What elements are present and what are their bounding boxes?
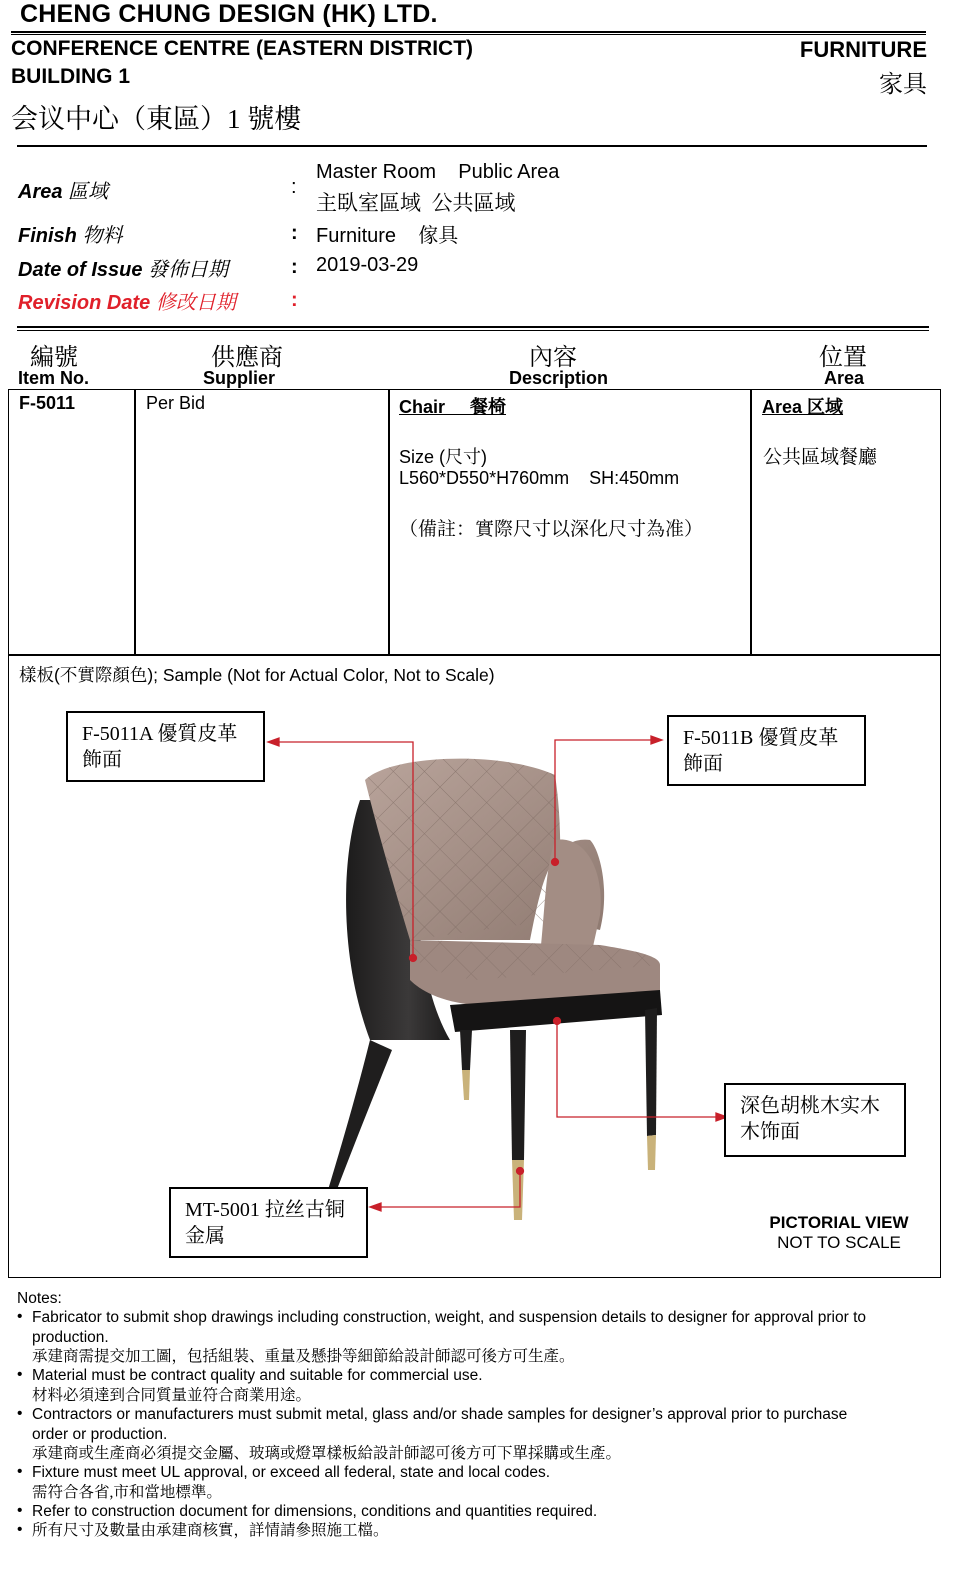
item-number: F-5011 (19, 393, 76, 413)
revision-colon: : (291, 289, 298, 311)
category-title-cn: 家具 (879, 72, 927, 98)
description-title: Chair 餐椅 (399, 397, 507, 417)
callout-walnut-wood (724, 1083, 906, 1157)
pictorial-view-label: PICTORIAL VIEW (769, 1213, 909, 1232)
note-6: 所有尺寸及數量由承建商核實，詳情請參照施工檔。 (32, 1522, 389, 1539)
header-item-no: Item No. (18, 368, 90, 388)
header-description: Description (509, 368, 609, 388)
note-2-cn: 材料必須達到合同質量並符合商業用途。 (32, 1386, 312, 1404)
callout-leather-b (667, 715, 866, 786)
callout-bronze-metal-line1: MT-5001 拉丝古铜 (185, 1199, 345, 1221)
note-1-en-cont: production. (32, 1328, 109, 1346)
callout-leather-b-line1: F-5011B 優質皮革 (683, 727, 839, 749)
callout-bronze-metal (169, 1187, 368, 1258)
note-2 (32, 1366, 922, 1405)
not-to-scale-label: NOT TO SCALE (777, 1233, 901, 1252)
note-1-cn: 承建商需提交加工圖，包括組裝、重量及懸掛等細節給設計師認可後方可生產。 (32, 1348, 575, 1365)
supplier-value: Per Bid (146, 393, 206, 413)
note-3 (32, 1405, 922, 1464)
category-title: FURNITURE (799, 37, 927, 62)
note-bullet-2: • (17, 1366, 23, 1383)
header-area: Area (824, 368, 865, 388)
finish-value: Furniture 傢具 (316, 225, 459, 247)
note-2-en: Material must be contract quality and suitable for commercial use. (32, 1367, 483, 1384)
project-title-line2: BUILDING 1 (11, 65, 131, 88)
project-title-line1: CONFERENCE CENTRE (EASTERN DISTRICT) (11, 37, 474, 60)
note-bullet-6: • (17, 1521, 23, 1538)
issue-label: Date of Issue 發佈日期 (18, 259, 229, 281)
note-1 (32, 1308, 922, 1367)
note-3-en-cont: order or production. (32, 1425, 168, 1443)
header-supplier-cn: 供應商 (211, 345, 283, 371)
finish-colon: : (291, 222, 298, 244)
note-bullet-3: • (17, 1405, 23, 1422)
note-bullet-1: • (17, 1308, 23, 1325)
project-title-cn: 会议中心（東區）1 號樓 (11, 104, 302, 134)
callout-bronze-metal-line2: 金属 (185, 1225, 225, 1247)
area-value-cn: 主臥室區域 公共區域 (316, 191, 516, 215)
header-supplier: Supplier (203, 368, 276, 388)
area-colon: : (291, 176, 297, 198)
note-5-en: Refer to construction document for dimensions, conditions and quantities required. (32, 1503, 598, 1520)
header-description-cn: 內容 (529, 345, 577, 371)
note-bullet-4: • (17, 1463, 23, 1480)
callout-walnut-wood-line2: 木饰面 (740, 1121, 800, 1143)
note-4-cn: 需符合各省,市和當地標準。 (32, 1483, 222, 1501)
area-value: Master Room Public Area (316, 161, 560, 183)
area-title: Area 区域 (762, 397, 844, 417)
note-3-cn: 承建商或生產商必須提交金屬、玻璃或燈罩樣板給設計師認可後方可下單採購或生產。 (32, 1445, 622, 1462)
note-3-en: Contractors or manufacturers must submit metal, glass and/or shade samples for designer’s approval prior to purchase (32, 1406, 848, 1423)
callout-leather-b-line2: 飾面 (683, 753, 723, 775)
callout-walnut-wood-line1: 深色胡桃木实木 (740, 1095, 880, 1117)
note-1-en: Fabricator to submit shop drawings including construction, weight, and suspension details to designer for approval prior to (32, 1309, 867, 1326)
note-5 (32, 1502, 922, 1522)
header-item-no-cn: 編號 (30, 345, 78, 371)
note-4 (32, 1463, 922, 1502)
issue-value: 2019-03-29 (316, 254, 419, 276)
size-label: Size (尺寸) (399, 447, 488, 467)
callout-leather-a-line1: F-5011A 優質皮革 (82, 723, 238, 745)
note-bullet-5: • (17, 1502, 23, 1519)
note-4-en: Fixture must meet UL approval, or exceed all federal, state and local codes. (32, 1464, 551, 1481)
sample-caption: 樣板(不實際顏色); Sample (Not for Actual Color, Not to Scale) (19, 665, 495, 685)
callout-leather-a (66, 711, 265, 782)
issue-colon: : (291, 256, 298, 278)
callout-leather-a-line2: 飾面 (82, 749, 122, 771)
finish-label: Finish 物料 (18, 225, 123, 247)
size-value: L560*D550*H760mm SH:450mm (399, 468, 680, 488)
header-area-cn: 位置 (819, 345, 867, 371)
company-name: CHENG CHUNG DESIGN (HK) LTD. (20, 0, 438, 28)
size-remark: （備註：實際尺寸以深化尺寸為准） (399, 519, 704, 540)
area-location: 公共區域餐廳 (763, 447, 878, 468)
revision-label: Revision Date 修改日期 (18, 292, 236, 314)
notes-title: Notes: (17, 1290, 62, 1307)
area-label: Area 區域 (18, 181, 109, 203)
